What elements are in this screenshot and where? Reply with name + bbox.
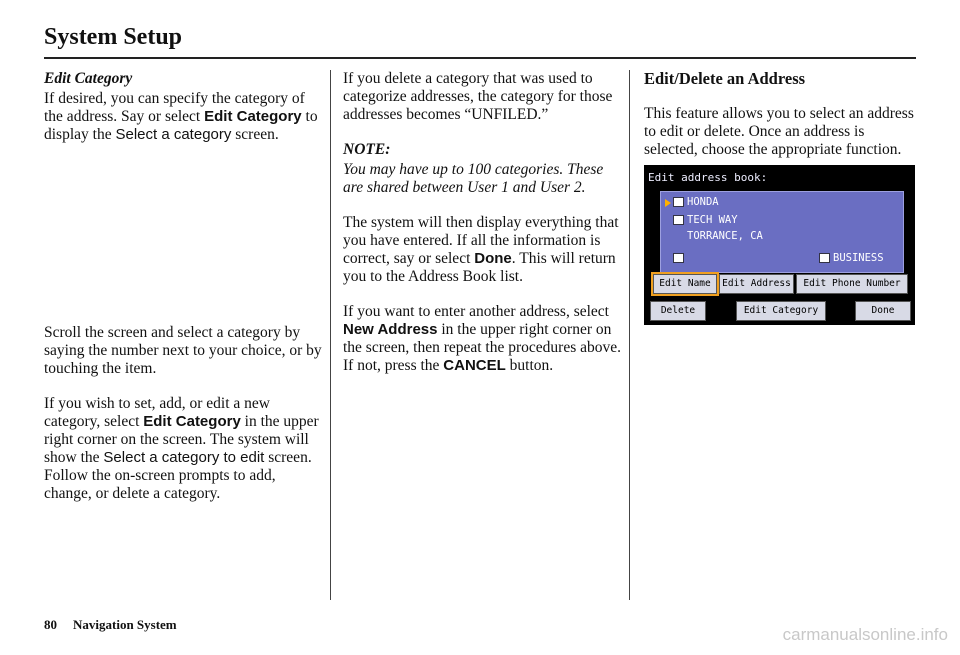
column-divider-2 bbox=[629, 70, 630, 600]
paragraph: This feature allows you to select an address to edit or delete. Once an address is selected, choose the appropriate function. bbox=[644, 105, 914, 158]
phone-icon bbox=[673, 253, 684, 263]
footer bbox=[44, 617, 177, 633]
paragraph: If desired, you can specify the category of the address. Say or select Edit Category to display the Select a category screen. bbox=[44, 90, 318, 143]
watermark: carmanualsonline.info bbox=[782, 625, 948, 644]
column-1 bbox=[44, 70, 322, 520]
paragraph: The system will then display everything that you have entered. If all the information is correct, say or select Done. This will return you to the Address Book list. bbox=[343, 214, 619, 285]
column-3 bbox=[644, 70, 916, 176]
name-icon bbox=[673, 197, 684, 207]
section-heading: Edit/Delete an Address bbox=[644, 69, 806, 88]
delete-button[interactable]: Delete bbox=[650, 301, 706, 321]
edit-phone-number-button[interactable]: Edit Phone Number bbox=[796, 274, 908, 294]
selection-arrow-icon bbox=[665, 199, 671, 207]
entry-category[interactable]: BUSINESS bbox=[819, 252, 884, 264]
column-divider-1 bbox=[330, 70, 331, 600]
note-text: You may have up to 100 categories. These are shared between User 1 and User 2. bbox=[343, 161, 604, 196]
paragraph: If you delete a category that was used to categorize addresses, the category for those addresses becomes “UNFILED.” bbox=[343, 70, 613, 123]
screen-title: Edit address book: bbox=[648, 171, 768, 184]
category-icon bbox=[819, 253, 830, 263]
page-title: System Setup bbox=[44, 24, 183, 50]
subheading-edit-category: Edit Category bbox=[44, 70, 133, 87]
phone-icon-row bbox=[673, 252, 687, 264]
column-2 bbox=[343, 70, 621, 392]
entry-street[interactable]: TECH WAY bbox=[673, 214, 738, 226]
address-icon bbox=[673, 215, 684, 225]
paragraph: Scroll the screen and select a category by saying the number next to your choice, or by touching the item. bbox=[44, 324, 322, 377]
note-label: NOTE: bbox=[343, 141, 391, 158]
entry-name[interactable]: HONDA bbox=[673, 196, 719, 208]
header-rule bbox=[44, 57, 916, 59]
edit-category-button[interactable]: Edit Category bbox=[736, 301, 826, 321]
edit-address-button[interactable]: Edit Address bbox=[719, 274, 794, 294]
paragraph: If you want to enter another address, select New Address in the upper right corner on the screen, then repeat the procedures above. If not, press the CANCEL button. bbox=[343, 303, 622, 374]
entry-city: TORRANCE, CA bbox=[687, 230, 763, 242]
nav-screen bbox=[644, 165, 915, 325]
footer-label: Navigation System bbox=[73, 617, 177, 632]
page-number: 80 bbox=[44, 617, 57, 632]
done-button[interactable]: Done bbox=[855, 301, 911, 321]
address-panel bbox=[660, 191, 904, 273]
edit-name-button[interactable]: Edit Name bbox=[653, 274, 717, 294]
paragraph: If you wish to set, add, or edit a new category, select Edit Category in the upper right corner on the screen. The system will show the Select a category to edit screen. Follow the on-screen prompts to add, change, or delete a category. bbox=[44, 395, 319, 502]
